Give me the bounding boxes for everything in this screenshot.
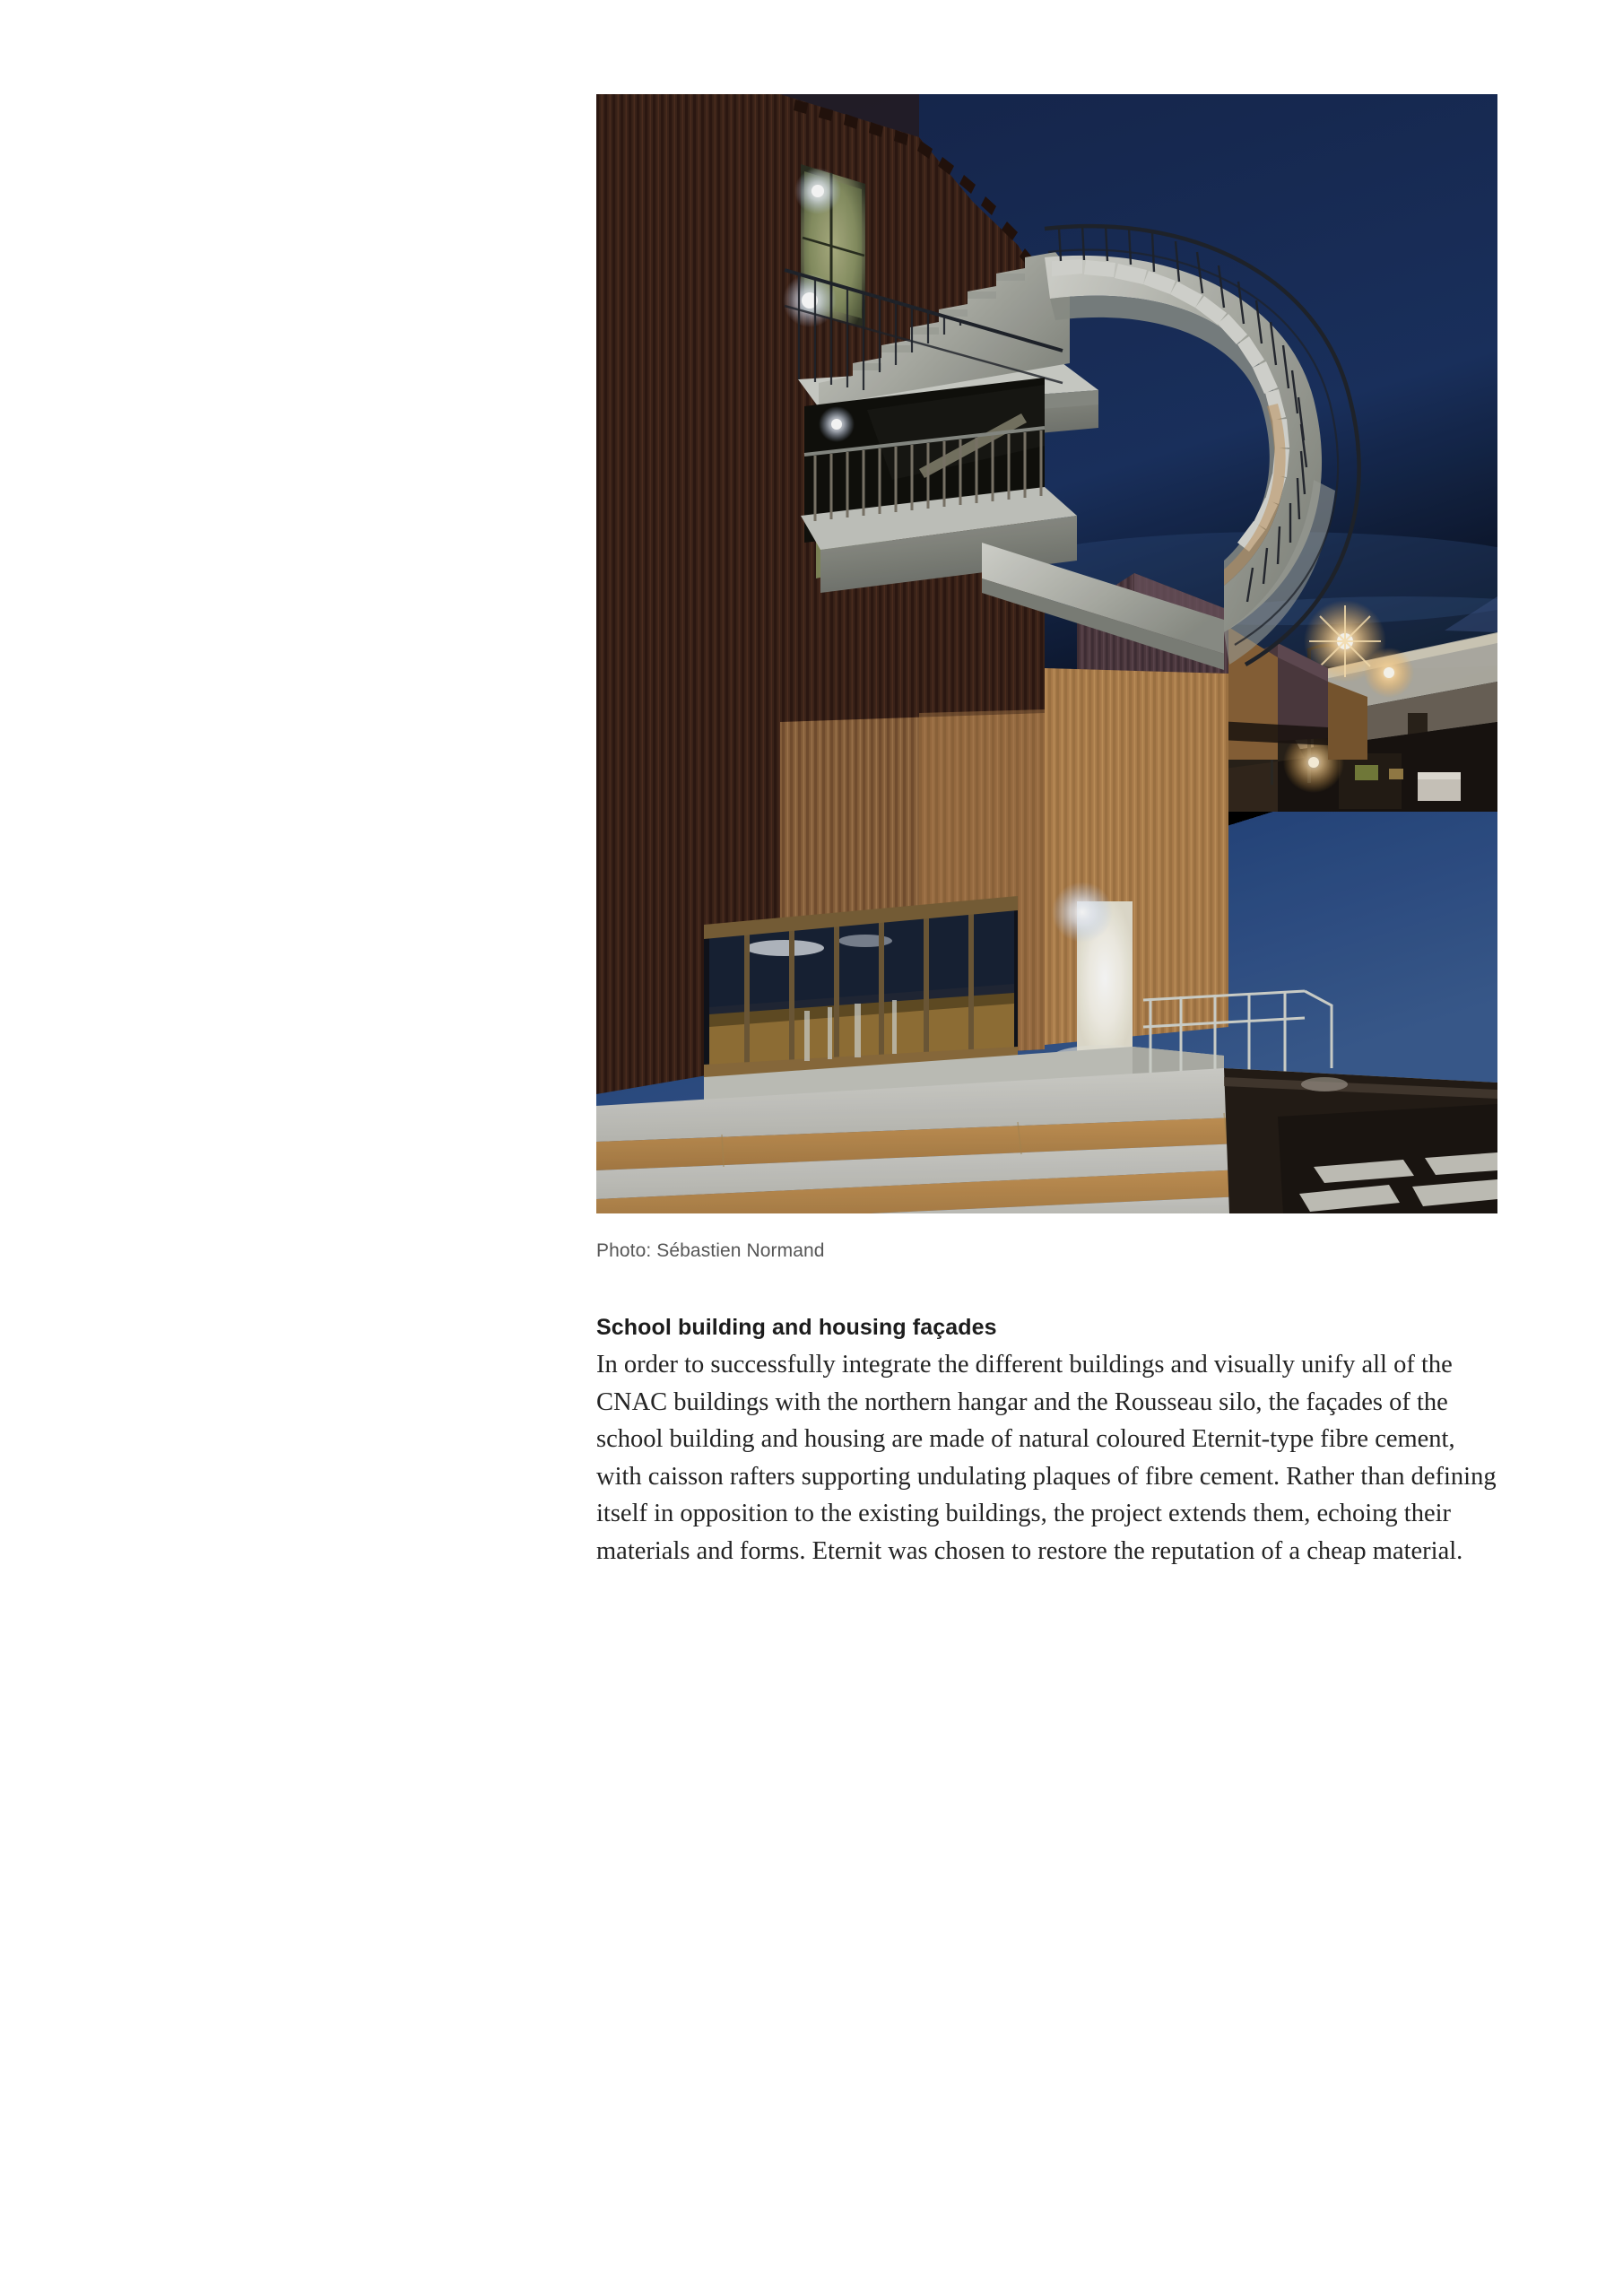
figure-photo: [596, 94, 1497, 1263]
article-section: [596, 1315, 1497, 1570]
figure-caption: Photo: Sébastien Normand: [596, 1240, 825, 1261]
content-column: [596, 94, 1497, 1570]
photograph-image: [596, 94, 1497, 1213]
photograph: [596, 94, 1497, 1213]
article-body-paragraph: In order to successfully integrate the different buildings and visually unify all of the CNAC buildings with the northern hangar and the Rousseau silo, the façades of the school building and housing are made of natural coloured Eternit-type fibre cement, with caisson rafters supporting undulating plaques of fibre cement. Rather than defining itself in opposition to the existing buildings, the project extends them, echoing their materials and forms. Eternit was chosen to restore the reputation of a cheap material.: [596, 1351, 1497, 1565]
article-heading: School building and housing façades: [596, 1315, 997, 1341]
